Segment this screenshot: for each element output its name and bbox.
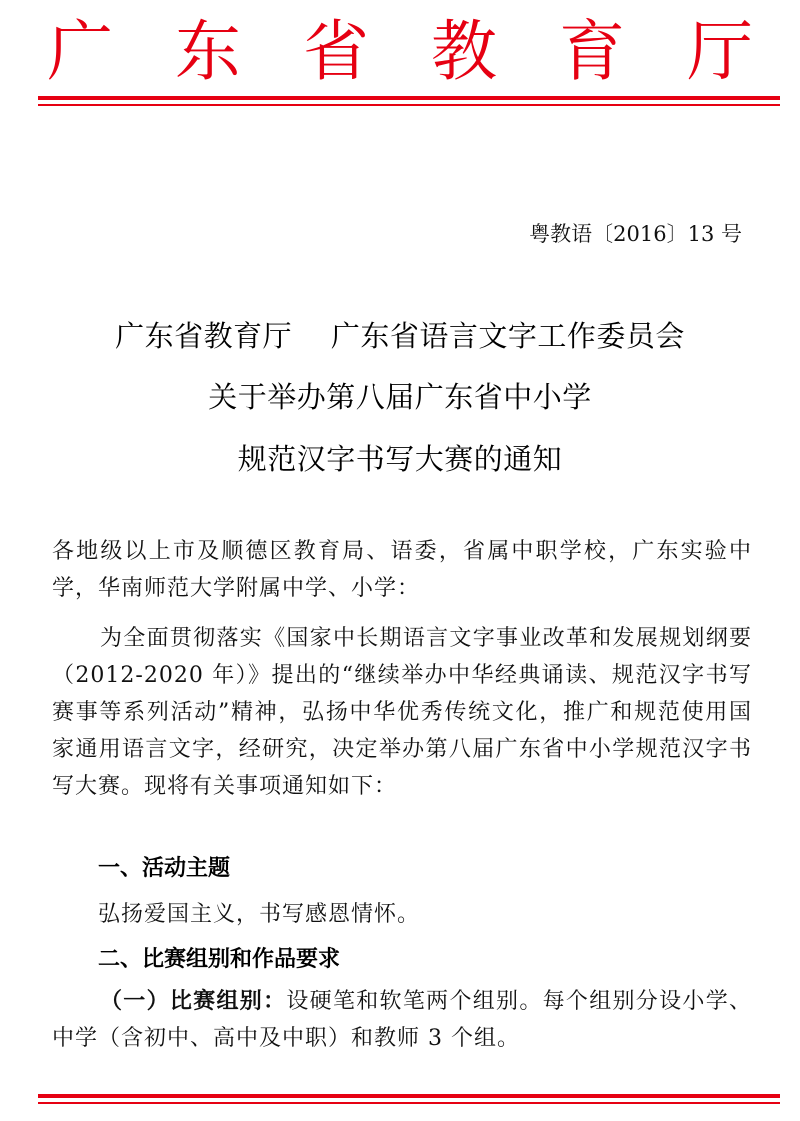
recipients-paragraph: 各地级以上市及顺德区教育局、语委，省属中职学校，广东实验中学，华南师范大学附属中学、小学：	[52, 539, 752, 601]
section2-subsection	[52, 983, 752, 1057]
footer-rule-thin	[38, 1102, 780, 1104]
letterhead-char: 省	[303, 13, 369, 90]
footer-rule-thick	[38, 1094, 780, 1098]
header-rule-thin	[38, 104, 780, 106]
title-line-2: 关于举办第八届广东省中小学	[208, 380, 592, 414]
letterhead-char: 育	[559, 13, 625, 90]
intro-paragraph: 为全面贯彻落实《国家中长期语言文字事业改革和发展规划纲要（2012-2020 年）》提出的“继续举办中华经典诵读、规范汉字书写赛事等系列活动”精神，弘扬中华优秀传统文化，推广和规范使用国家通用语言文字，经研究，决定举办第八届广东省中小学规范汉字书写大赛。现将有关事项通知如下：	[52, 626, 752, 799]
letterhead-title	[0, 12, 800, 92]
section1-heading: 一、活动主题	[98, 856, 231, 881]
header-rule-thick	[38, 96, 780, 100]
letterhead-char: 广	[47, 13, 113, 90]
section2-sub-label: （一）比赛组别：	[100, 989, 287, 1014]
document-number: 粤教语〔2016〕13 号	[529, 222, 742, 246]
letterhead-char: 东	[175, 13, 241, 90]
section2-heading: 二、比赛组别和作品要求	[98, 947, 341, 972]
title-line-3: 规范汉字书写大赛的通知	[237, 442, 563, 476]
title-line-1: 广东省教育厅 广东省语言文字工作委员会	[115, 319, 685, 353]
letterhead-char: 教	[431, 13, 497, 90]
section2-sub-text: 设硬笔和软笔两个组别。每个组别分设小学、中学（含初中、高中及中职）和教师 3 个组。	[52, 989, 752, 1051]
section1-text: 弘扬爱国主义，书写感恩情怀。	[98, 902, 421, 927]
letterhead-char: 厅	[687, 13, 753, 90]
